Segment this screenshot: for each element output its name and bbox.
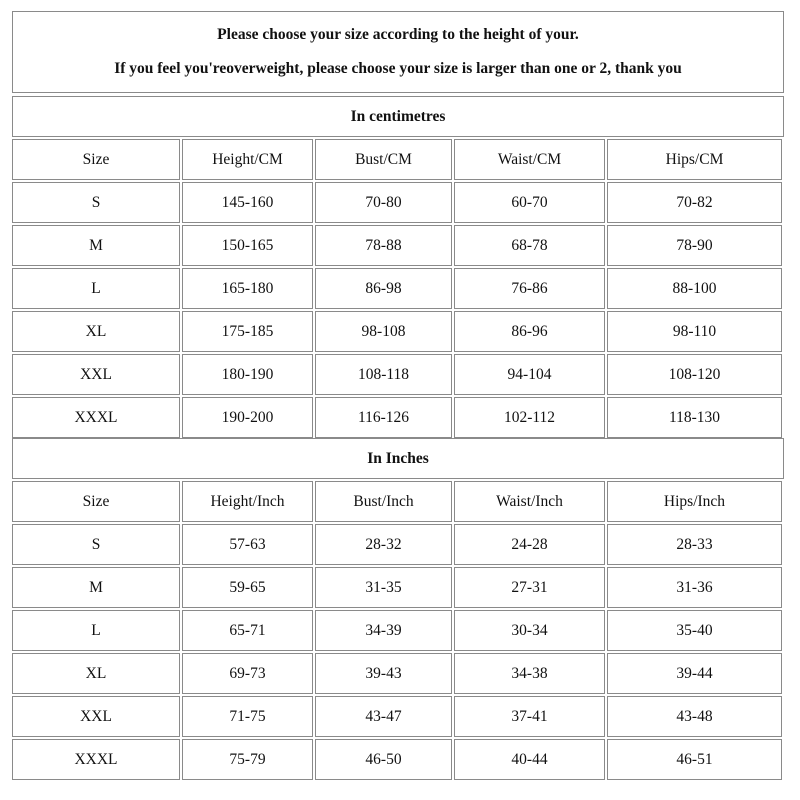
cell-inch-r5-c2 [315,739,452,780]
cell-inch-r3-c4 [607,653,782,694]
cell-cm-r5-c2 [315,397,452,438]
cell-cm-r5-c4-text: 118-130 [668,408,721,426]
cell-cm-r3-c3-text: 86-96 [511,322,548,340]
cell-inch-r4-c1 [182,696,313,737]
cell-inch-r0-c3 [454,524,605,565]
cell-cm-r3-c0 [12,311,180,352]
cell-inch-r0-c1-text: 57-63 [229,535,266,553]
cell-inch-r4-c3-text: 37-41 [511,707,548,725]
header-inch-col-2-text: Bust/Inch [353,492,414,510]
cell-inch-r5-c3-text: 40-44 [511,750,548,768]
cell-cm-r0-c0-text: S [91,193,101,211]
header-inch-col-0-text: Size [82,492,110,510]
cell-cm-r4-c4 [607,354,782,395]
cell-cm-r5-c4 [607,397,782,438]
cell-cm-r0-c2 [315,182,452,223]
cell-cm-r4-c2-text: 108-118 [357,365,410,383]
cell-cm-r3-c2-text: 98-108 [361,322,406,340]
cell-cm-r2-c4-text: 88-100 [672,279,717,297]
cell-cm-r3-c4-text: 98-110 [672,322,717,340]
cell-cm-r0-c4-text: 70-82 [676,193,713,211]
cell-cm-r4-c4-text: 108-120 [668,365,721,383]
cell-inch-r3-c0 [12,653,180,694]
header-cm-col-3 [454,139,605,180]
cell-inch-r4-c1-text: 71-75 [229,707,266,725]
cell-cm-r2-c0 [12,268,180,309]
cell-inch-r1-c4-text: 31-36 [676,578,713,596]
cell-inch-r4-c3 [454,696,605,737]
header-inch-col-3 [454,481,605,522]
cell-cm-r0-c3-text: 60-70 [511,193,548,211]
cell-cm-r5-c1 [182,397,313,438]
cell-inch-r3-c3 [454,653,605,694]
cell-cm-r4-c0-text: XXL [80,365,112,383]
cell-cm-r2-c1 [182,268,313,309]
header-cm-col-1 [182,139,313,180]
cell-cm-r0-c3 [454,182,605,223]
cell-inch-r5-c0 [12,739,180,780]
cell-cm-r4-c3 [454,354,605,395]
cell-cm-r1-c1 [182,225,313,266]
cell-cm-r4-c2 [315,354,452,395]
cell-inch-r2-c1 [182,610,313,651]
cell-cm-r2-c2 [315,268,452,309]
cell-inch-r2-c3-text: 30-34 [511,621,548,639]
cell-inch-r4-c0-text: XXL [80,707,112,725]
header-cm-col-4 [607,139,782,180]
cell-inch-r3-c1 [182,653,313,694]
header-inch-col-2 [315,481,452,522]
cell-cm-r5-c0-text: XXXL [74,408,118,426]
cell-inch-r1-c3-text: 27-31 [511,578,548,596]
cell-inch-r2-c4 [607,610,782,651]
cell-cm-r4-c1-text: 180-190 [221,365,274,383]
cell-cm-r0-c1-text: 145-160 [221,193,274,211]
cell-cm-r5-c3 [454,397,605,438]
cell-inch-r1-c2 [315,567,452,608]
cell-inch-r3-c0-text: XL [85,664,107,682]
cell-cm-r3-c4 [607,311,782,352]
cell-inch-r2-c1-text: 65-71 [229,621,266,639]
header-cm-col-1-text: Height/CM [212,150,283,168]
cell-cm-r1-c3-text: 68-78 [511,236,548,254]
cell-cm-r4-c3-text: 94-104 [507,365,552,383]
cell-inch-r1-c2-text: 31-35 [365,578,402,596]
header-cm-col-3-text: Waist/CM [497,150,562,168]
cell-cm-r1-c1-text: 150-165 [221,236,274,254]
cell-inch-r0-c2-text: 28-32 [365,535,402,553]
notice-line-2: If you feel you'reoverweight, please choose your size is larger than one or 2, thank you [114,60,682,77]
header-inch-col-4 [607,481,782,522]
cell-cm-r2-c1-text: 165-180 [221,279,274,297]
cell-inch-r5-c4 [607,739,782,780]
cell-inch-r1-c0 [12,567,180,608]
cell-cm-r1-c0-text: M [89,236,103,254]
cell-inch-r2-c0-text: L [91,621,101,639]
cell-cm-r4-c0 [12,354,180,395]
cell-inch-r0-c0-text: S [91,535,101,553]
cell-inch-r0-c2 [315,524,452,565]
table-title-cm-text: In centimetres [350,107,446,125]
header-inch-col-3-text: Waist/Inch [496,492,563,510]
cell-cm-r1-c4-text: 78-90 [676,236,713,254]
header-inch-col-1-text: Height/Inch [210,492,285,510]
cell-cm-r1-c2 [315,225,452,266]
table-title-cm [12,96,784,137]
header-inch-col-1 [182,481,313,522]
cell-cm-r5-c2-text: 116-126 [357,408,410,426]
header-inch-col-0 [12,481,180,522]
cell-cm-r5-c3-text: 102-112 [503,408,556,426]
cell-inch-r3-c2 [315,653,452,694]
cell-cm-r3-c1-text: 175-185 [221,322,274,340]
cell-inch-r2-c0 [12,610,180,651]
cell-cm-r2-c2-text: 86-98 [365,279,402,297]
cell-inch-r1-c0-text: M [89,578,103,596]
cell-cm-r3-c3 [454,311,605,352]
cell-inch-r1-c4 [607,567,782,608]
cell-cm-r0-c4 [607,182,782,223]
cell-cm-r2-c0-text: L [91,279,101,297]
cell-inch-r5-c1-text: 75-79 [229,750,266,768]
cell-inch-r5-c0-text: XXXL [74,750,118,768]
cell-inch-r5-c3 [454,739,605,780]
cell-cm-r3-c2 [315,311,452,352]
cell-inch-r0-c4 [607,524,782,565]
cell-inch-r3-c1-text: 69-73 [229,664,266,682]
cell-inch-r3-c4-text: 39-44 [676,664,713,682]
cell-inch-r3-c3-text: 34-38 [511,664,548,682]
cell-inch-r2-c4-text: 35-40 [676,621,713,639]
cell-cm-r1-c3 [454,225,605,266]
cell-cm-r0-c1 [182,182,313,223]
notice-line-1: Please choose your size according to the height of your. [217,26,579,43]
cell-inch-r5-c1 [182,739,313,780]
cell-inch-r0-c3-text: 24-28 [511,535,548,553]
cell-cm-r3-c1 [182,311,313,352]
cell-cm-r1-c0 [12,225,180,266]
cell-cm-r5-c1-text: 190-200 [221,408,274,426]
cell-inch-r4-c2-text: 43-47 [365,707,402,725]
cell-inch-r1-c1 [182,567,313,608]
cell-inch-r3-c2-text: 39-43 [365,664,402,682]
cell-inch-r0-c0 [12,524,180,565]
cell-inch-r1-c3 [454,567,605,608]
size-notice [12,11,784,93]
cell-inch-r4-c4 [607,696,782,737]
cell-cm-r0-c2-text: 70-80 [365,193,402,211]
cell-inch-r5-c4-text: 46-51 [676,750,713,768]
cell-cm-r5-c0 [12,397,180,438]
header-cm-col-0-text: Size [82,150,110,168]
cell-cm-r2-c3-text: 76-86 [511,279,548,297]
cell-cm-r3-c0-text: XL [85,322,107,340]
header-inch-col-4-text: Hips/Inch [663,492,726,510]
cell-inch-r1-c1-text: 59-65 [229,578,266,596]
cell-cm-r2-c3 [454,268,605,309]
header-cm-col-2-text: Bust/CM [355,150,412,168]
cell-cm-r1-c4 [607,225,782,266]
cell-inch-r0-c4-text: 28-33 [676,535,713,553]
cell-cm-r0-c0 [12,182,180,223]
cell-inch-r2-c2-text: 34-39 [365,621,402,639]
cell-cm-r4-c1 [182,354,313,395]
cell-cm-r1-c2-text: 78-88 [365,236,402,254]
table-title-inch-text: In Inches [367,449,429,467]
cell-inch-r2-c3 [454,610,605,651]
cell-inch-r0-c1 [182,524,313,565]
table-title-inch [12,438,784,479]
header-cm-col-0 [12,139,180,180]
header-cm-col-4-text: Hips/CM [665,150,724,168]
cell-inch-r4-c4-text: 43-48 [676,707,713,725]
cell-inch-r2-c2 [315,610,452,651]
cell-inch-r4-c2 [315,696,452,737]
header-cm-col-2 [315,139,452,180]
cell-cm-r2-c4 [607,268,782,309]
cell-inch-r4-c0 [12,696,180,737]
cell-inch-r5-c2-text: 46-50 [365,750,402,768]
